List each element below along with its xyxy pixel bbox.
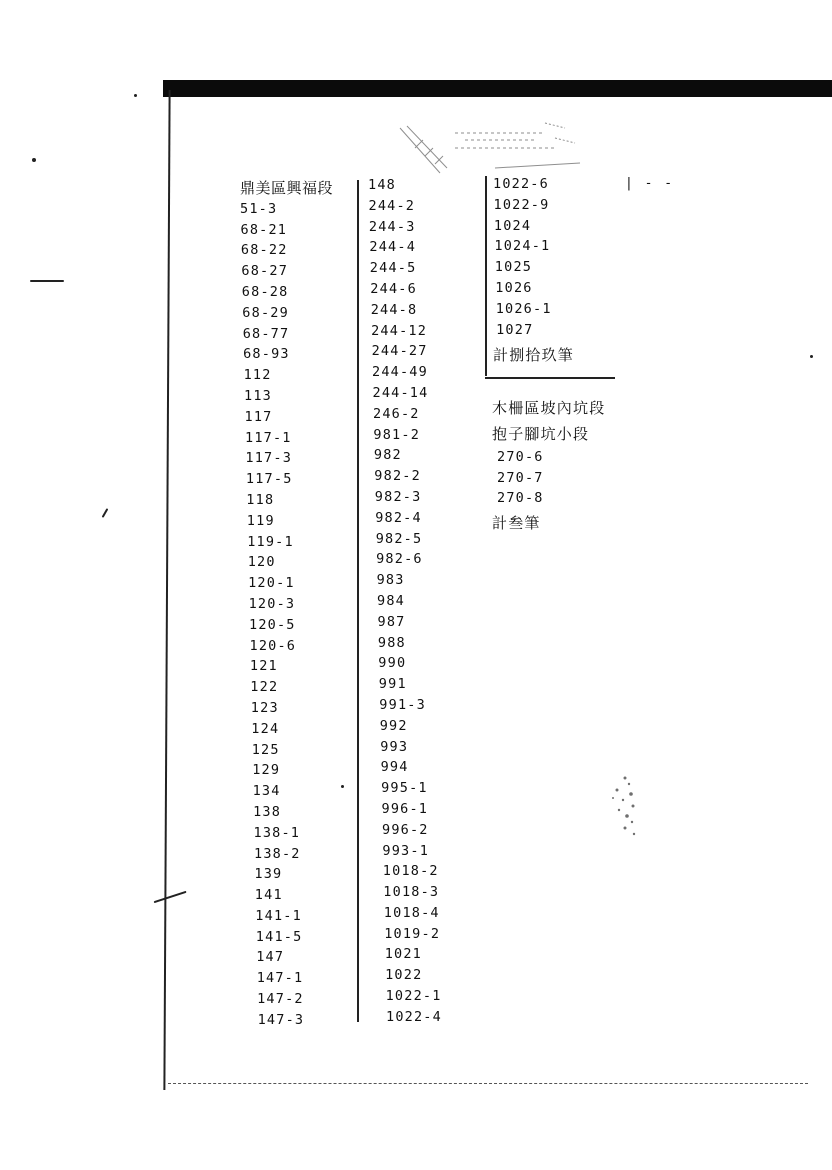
- parcel-number: 138: [253, 803, 282, 820]
- parcel-number: 1021: [384, 946, 422, 963]
- parcel-number: 244-27: [371, 343, 428, 360]
- parcel-number: 982-2: [374, 468, 421, 485]
- parcel-number: 1022: [385, 967, 423, 984]
- scan-streak: [102, 508, 109, 518]
- parcel-number: 147-3: [257, 1011, 305, 1028]
- parcel-number: 995-1: [381, 780, 428, 797]
- parcel-number: 134: [252, 783, 281, 800]
- parcel-number: 988: [377, 634, 406, 651]
- scan-noise-patch: [605, 770, 637, 840]
- parcel-number: 121: [249, 658, 278, 675]
- scan-speck: [32, 158, 36, 162]
- parcel-number: 141-1: [255, 907, 302, 924]
- section-2: [492, 395, 605, 537]
- parcel-number: 244-14: [372, 384, 429, 401]
- scan-speck: [341, 785, 344, 788]
- parcel-number: 125: [251, 741, 280, 758]
- parcel-number: 270-7: [497, 469, 544, 486]
- parcel-number: 68-77: [242, 325, 290, 342]
- parcel-number: 992: [379, 717, 408, 734]
- parcel-number: 1018-4: [383, 904, 440, 921]
- parcel-number: 141-5: [255, 928, 303, 945]
- parcel-number: 1022-1: [385, 988, 442, 1005]
- column-rule: [357, 180, 359, 1022]
- parcel-number: 68-27: [241, 263, 289, 280]
- column-1-list: [240, 178, 333, 1031]
- section-divider: [485, 377, 615, 379]
- column-2-list: [368, 175, 442, 1028]
- scan-streak: [30, 280, 64, 282]
- parcel-number: 244-12: [371, 322, 428, 339]
- parcel-number: 244-2: [368, 197, 416, 214]
- parcel-number: 1026-1: [495, 300, 552, 317]
- column-rule: [485, 176, 487, 376]
- column-3-total: 計捌拾玖筆: [493, 346, 575, 365]
- parcel-number: 124: [251, 720, 280, 737]
- parcel-number: 993-1: [382, 842, 430, 859]
- parcel-number: 244-6: [370, 280, 417, 297]
- parcel-number: 68-28: [241, 283, 289, 300]
- parcel-number: 270-8: [497, 490, 544, 506]
- parcel-number: 1022-4: [386, 1008, 442, 1025]
- parcel-number: 984: [377, 592, 405, 609]
- parcel-number: 244-4: [369, 239, 417, 256]
- parcel-number: 117-1: [245, 429, 292, 446]
- parcel-number: 982-6: [376, 551, 423, 568]
- parcel-number: 982: [373, 447, 402, 464]
- parcel-number: 112: [243, 367, 272, 384]
- parcel-number: 138-2: [254, 845, 301, 862]
- parcel-number: 1022-6: [493, 176, 549, 192]
- parcel-number: 129: [252, 762, 281, 779]
- parcel-number: 51-3: [240, 200, 278, 217]
- parcel-number: 147-2: [257, 991, 304, 1008]
- parcel-number: 117-5: [245, 471, 293, 488]
- parcel-number: 244-5: [369, 260, 417, 277]
- parcel-number: 120-5: [249, 616, 296, 633]
- parcel-number: 982-4: [375, 509, 422, 526]
- parcel-number: 120-3: [248, 595, 296, 612]
- parcel-number: 983: [376, 572, 405, 589]
- parcel-number: 993: [380, 738, 409, 755]
- column-3-list: [493, 174, 574, 370]
- section-heading: 鼎美區興福段: [240, 179, 334, 197]
- parcel-number: 996-2: [382, 821, 429, 838]
- parcel-number: 246-2: [373, 405, 420, 422]
- parcel-number: 1019-2: [384, 925, 441, 942]
- parcel-number: 1018-3: [383, 884, 440, 901]
- parcel-number: 113: [244, 387, 272, 404]
- edge-dash-mark: | - -: [625, 176, 675, 191]
- parcel-number: 982-3: [374, 488, 422, 505]
- section-2-items: [492, 447, 605, 509]
- parcel-number: 139: [254, 866, 283, 883]
- parcel-number: 1027: [496, 321, 534, 338]
- parcel-number: 119-1: [247, 533, 294, 550]
- parcel-number: 1024-1: [494, 238, 551, 255]
- parcel-number: 120-6: [249, 637, 297, 654]
- parcel-number: 148: [368, 177, 396, 193]
- parcel-number: 991-3: [379, 696, 426, 713]
- parcel-number: 117: [244, 408, 273, 425]
- parcel-number: 987: [377, 613, 406, 630]
- parcel-number: 138-1: [253, 824, 301, 841]
- parcel-number: 123: [250, 699, 279, 716]
- scan-streak: [154, 891, 187, 903]
- parcel-number: 1022-9: [493, 196, 550, 213]
- parcel-number: 982-5: [375, 530, 423, 547]
- parcel-number: 119: [246, 512, 275, 529]
- parcel-number: 68-22: [240, 242, 288, 259]
- parcel-number: 1026: [495, 279, 533, 296]
- parcel-number: 994: [380, 759, 409, 776]
- parcel-number: 1024: [493, 217, 532, 234]
- parcel-number: 122: [250, 679, 279, 696]
- scan-speck: [810, 355, 813, 358]
- section-2-total: 計叁筆: [492, 513, 541, 532]
- parcel-number: 141: [254, 887, 283, 904]
- scan-speck: [134, 94, 137, 97]
- parcel-number: 1018-2: [382, 863, 439, 880]
- parcel-number: 120-1: [248, 575, 295, 592]
- parcel-number: 118: [246, 491, 275, 508]
- parcel-number: 120: [247, 554, 276, 571]
- section-2-heading-district: 木柵區坡內坑段: [492, 399, 606, 417]
- parcel-number: 990: [378, 655, 407, 672]
- parcel-number: 147-1: [256, 970, 304, 987]
- parcel-number: 68-29: [242, 304, 289, 321]
- parcel-number: 981-2: [373, 426, 421, 443]
- parcel-number: 270-6: [497, 449, 544, 465]
- scan-border-left: [163, 90, 170, 1090]
- faded-stamp-mark: [395, 118, 585, 180]
- parcel-number: 244-49: [372, 364, 428, 381]
- scan-border-top: [163, 80, 832, 97]
- parcel-number: 117-3: [245, 450, 293, 467]
- parcel-number: 244-3: [368, 218, 416, 235]
- parcel-number: 991: [378, 676, 407, 693]
- parcel-number: 1025: [494, 259, 533, 276]
- parcel-number: 244-8: [370, 301, 418, 318]
- parcel-number: 996-1: [381, 800, 429, 817]
- section-2-heading-subsection: 抱子腳坑小段: [492, 425, 590, 443]
- parcel-number: 68-21: [240, 221, 288, 238]
- parcel-number: 68-93: [243, 346, 290, 363]
- parcel-number: 147: [256, 949, 285, 966]
- scan-border-bottom: [168, 1083, 808, 1084]
